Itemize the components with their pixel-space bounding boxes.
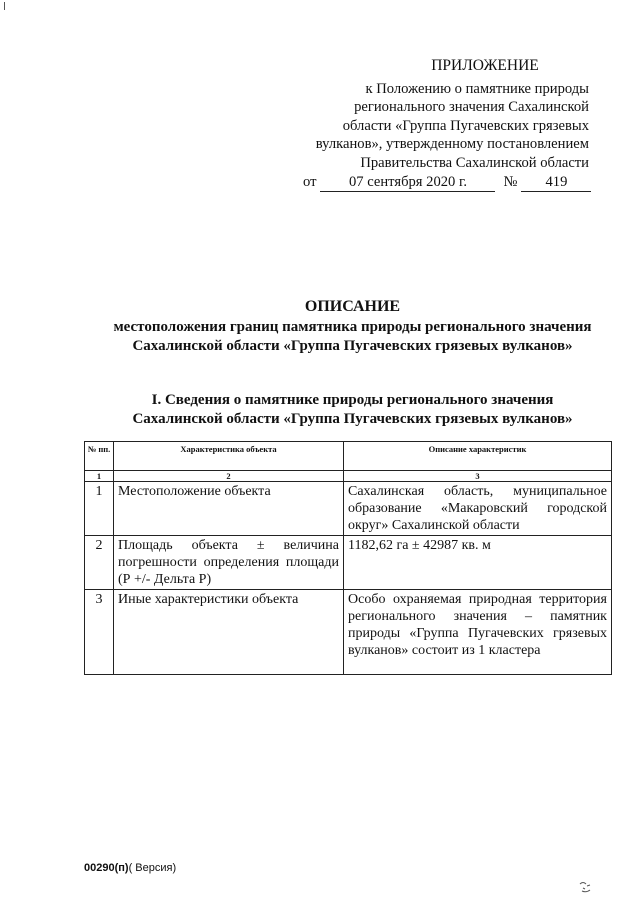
row-characteristic: Площадь объекта ± величина погрешности определения площади (Р +/- Дельта Р) xyxy=(114,536,344,590)
header-cell-description: Описание характеристик xyxy=(344,442,612,471)
appendix-line: области «Группа Пугачевских грязевых xyxy=(342,117,589,134)
row-characteristic: Местоположение объекта xyxy=(114,482,344,536)
row-number: 3 xyxy=(85,590,114,675)
description-line: Сахалинской области «Группа Пугачевских грязевых вулканов» xyxy=(132,338,573,354)
handwritten-mark-icon xyxy=(578,880,598,894)
description-heading xyxy=(75,297,630,356)
header-cell-number: № пп. xyxy=(85,442,114,471)
resolution-date: 07 сентября 2020 г. xyxy=(320,173,495,193)
document-code: 00290(п) xyxy=(84,862,129,874)
row-description: 1182,62 га ± 42987 кв. м xyxy=(344,536,612,590)
appendix-line: к Положению о памятнике природы xyxy=(365,80,589,97)
description-title: ОПИСАНИЕ xyxy=(304,298,401,315)
from-label: от xyxy=(303,173,317,190)
section-line: I. Сведения о памятнике природы регионального значения xyxy=(151,392,554,408)
description-line: местоположения границ памятника природы регионального значения xyxy=(113,319,592,335)
row-description: Особо охраняемая природная территория регионального значения – памятник природы «Группа Пугачевских грязевых вулканов» состоит из 1 кластера xyxy=(344,590,612,675)
scan-mark xyxy=(4,2,5,10)
header-cell-characteristic: Характеристика объекта xyxy=(114,442,344,471)
footer xyxy=(84,862,176,874)
table-index-row xyxy=(85,471,612,482)
index-cell: 3 xyxy=(344,471,612,482)
resolution-number: 419 xyxy=(521,173,591,193)
table-row xyxy=(85,536,612,590)
row-description: Сахалинская область, муниципальное образование «Макаровский городской округ» Сахалинской области xyxy=(344,482,612,536)
appendix-line: регионального значения Сахалинской xyxy=(354,99,589,116)
resolution-date-line xyxy=(295,173,615,193)
index-cell: 1 xyxy=(85,471,114,482)
table-header-row xyxy=(85,442,612,471)
table-row xyxy=(85,590,612,675)
appendix-line: Правительства Сахалинской области xyxy=(360,154,589,171)
index-cell: 2 xyxy=(114,471,344,482)
row-number: 2 xyxy=(85,536,114,590)
row-characteristic: Иные характеристики объекта xyxy=(114,590,344,675)
number-sign: № xyxy=(503,173,518,190)
appendix-line: вулканов», утвержденному постановлением xyxy=(315,136,589,153)
document-version: ( Версия) xyxy=(128,862,177,874)
appendix-block xyxy=(295,57,615,192)
row-number: 1 xyxy=(85,482,114,536)
appendix-title: ПРИЛОЖЕНИЕ xyxy=(431,57,539,74)
section-line: Сахалинской области «Группа Пугачевских грязевых вулканов» xyxy=(132,411,573,427)
section-heading xyxy=(75,391,630,429)
table-row xyxy=(85,482,612,536)
characteristics-table xyxy=(84,441,612,675)
